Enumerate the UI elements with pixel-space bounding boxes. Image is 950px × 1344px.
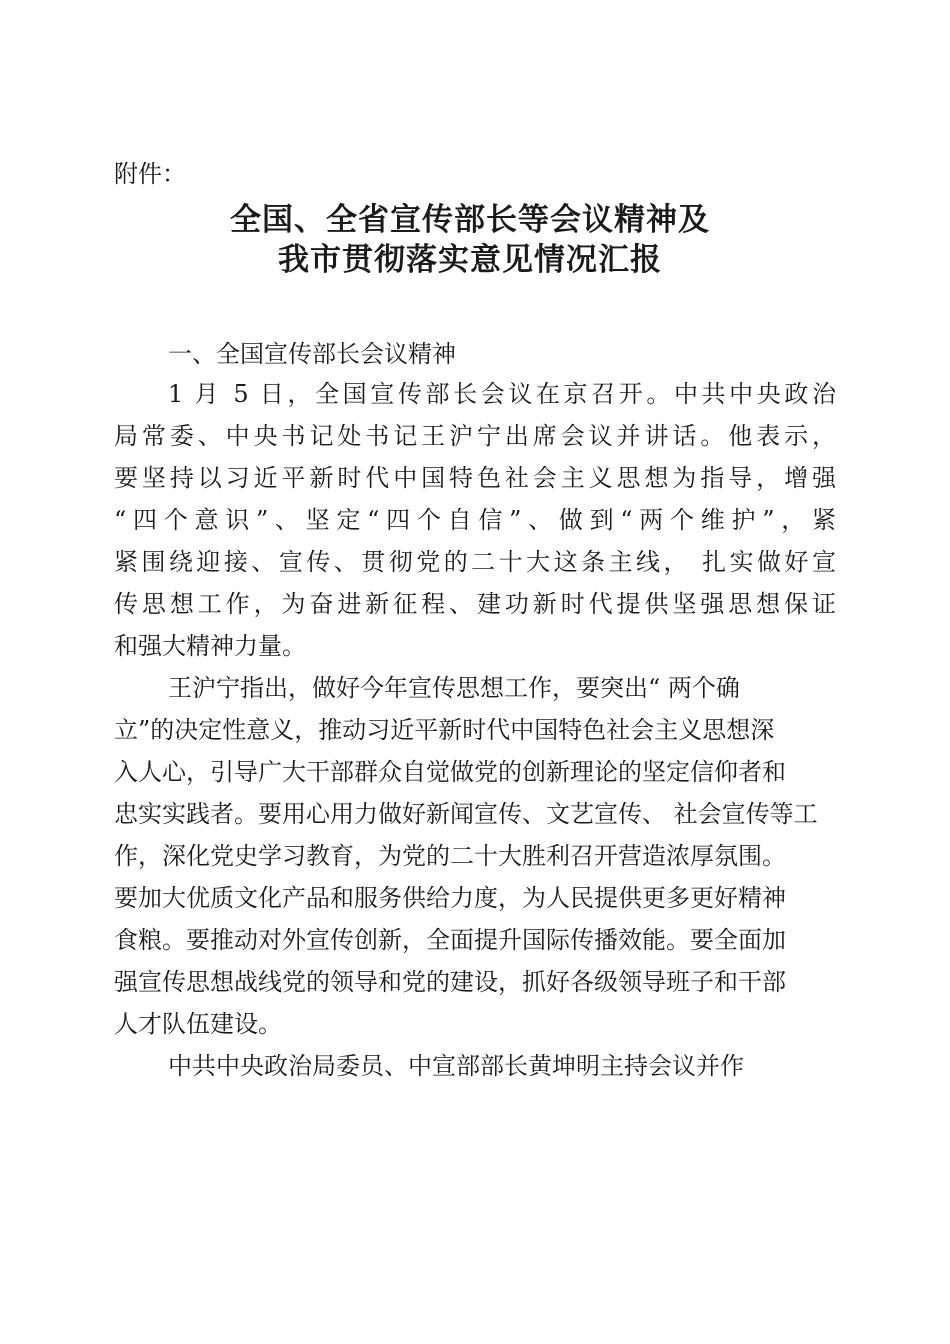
- paragraph-1-line: 局常委、中央书记处书记王沪宁出席会议并讲话。他表示，: [114, 422, 836, 450]
- paragraph-2-line: 人才队伍建设。: [114, 1010, 282, 1038]
- paragraph-1-line: 要坚持以习近平新时代中国特色社会主义思想为指导，增强: [114, 464, 836, 492]
- paragraph-2-line: 作，深化党史学习教育，为党的二十大胜利召开营造浓厚氛围。: [114, 842, 786, 870]
- paragraph-1-line: 和强大精神力量。: [114, 632, 306, 660]
- document-title-line-2: 我市贯彻落实意见情况汇报: [278, 242, 662, 278]
- paragraph-1-line: “四个意识”、坚定“四个自信”、做到“两个维护”，紧: [114, 506, 836, 534]
- attachment-label: 附件：: [114, 160, 186, 188]
- paragraph-2-line: 王沪宁指出，做好今年宣传思想工作，要突出“ 两个确: [168, 674, 740, 702]
- paragraph-3-line: 中共中央政治局委员、中宣部部长黄坤明主持会议并作: [168, 1052, 744, 1080]
- paragraph-1-line: 传思想工作，为奋进新征程、建功新时代提供坚强思想保证: [114, 590, 836, 618]
- paragraph-2-line: 要加大优质文化产品和服务供给力度，为人民提供更多更好精神: [114, 884, 786, 912]
- document-title-line-1: 全国、全省宣传部长等会议精神及: [230, 202, 710, 238]
- paragraph-2-line: 入人心，引导广大干部群众自觉做党的创新理论的坚定信仰者和: [114, 758, 786, 786]
- section-heading: 一、全国宣传部长会议精神: [168, 340, 456, 368]
- paragraph-2-line: 立”的决定性意义，推动习近平新时代中国特色社会主义思想深: [114, 716, 775, 744]
- paragraph-1-line: 紧围绕迎接、宣传、贯彻党的二十大这条主线， 扎实做好宣: [114, 548, 836, 576]
- paragraph-1-line: 1 月 5 日，全国宣传部长会议在京召开。中共中央政治: [168, 380, 836, 408]
- paragraph-2-line: 忠实实践者。要用心用力做好新闻宣传、文艺宣传、 社会宣传等工: [114, 800, 818, 828]
- paragraph-2-line: 食粮。要推动对外宣传创新，全面提升国际传播效能。要全面加: [114, 926, 786, 954]
- paragraph-2-line: 强宣传思想战线党的领导和党的建设，抓好各级领导班子和干部: [114, 968, 786, 996]
